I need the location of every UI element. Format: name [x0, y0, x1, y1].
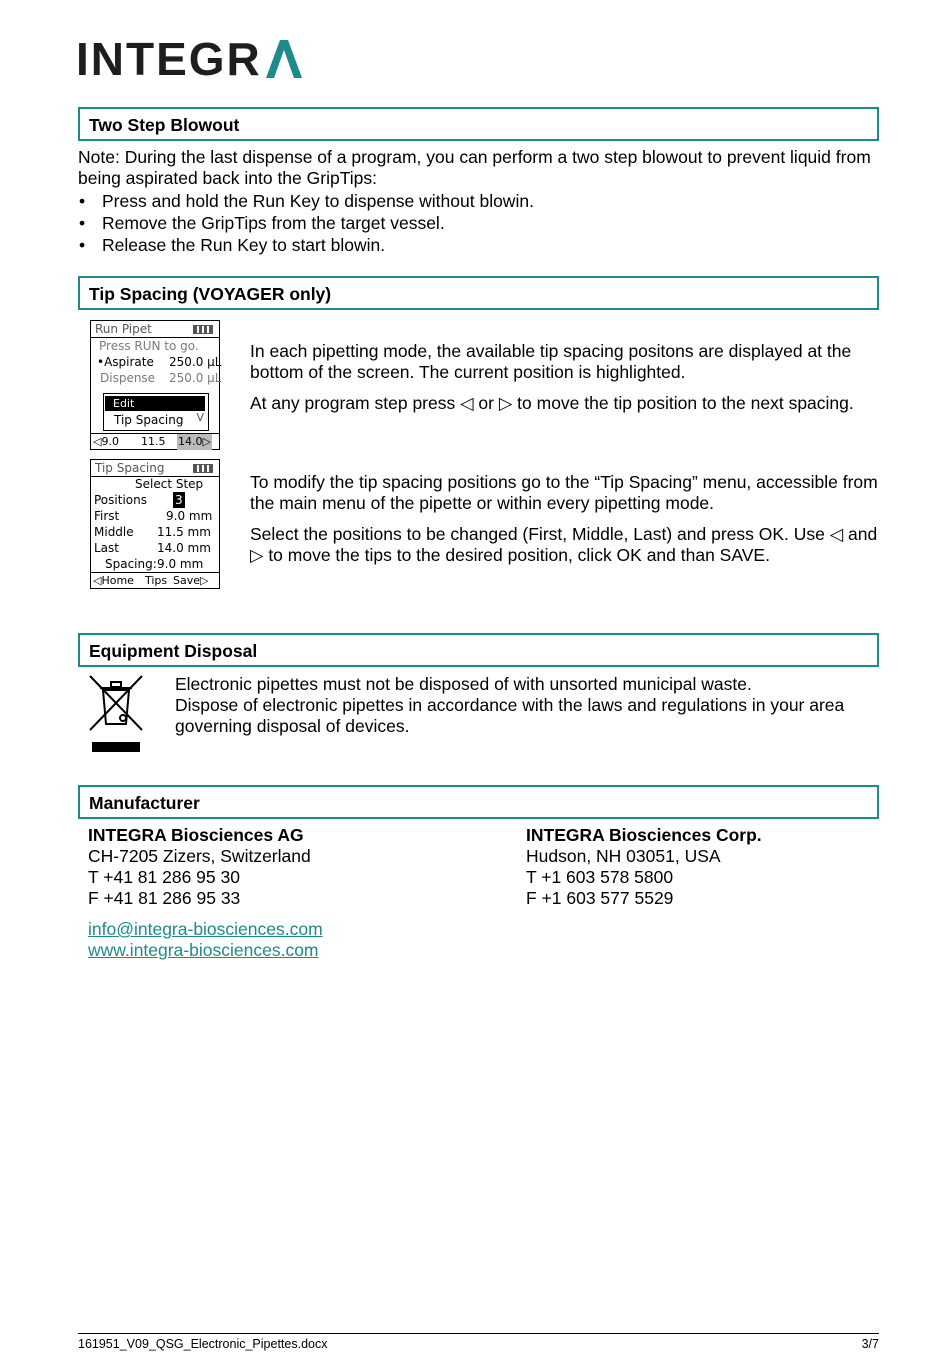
blowout-steps [78, 191, 883, 257]
screen-title: Tip Spacing [91, 460, 219, 477]
tip-position: ◁9.0 [93, 435, 119, 448]
dispense-value: 250.0 µL [169, 371, 222, 385]
blowout-body [78, 147, 883, 257]
section-header-manufacturer [78, 785, 879, 819]
screen-title: Run Pipet [91, 321, 219, 338]
section-title: Equipment Disposal [89, 641, 258, 661]
blowout-note: Note: During the last dispense of a program, you can perform a two step blowout to prevent liquid from being aspirated back into the GripTips: [78, 147, 871, 188]
tip-position: 11.5 [141, 435, 166, 448]
logo-lambda-icon [266, 40, 302, 78]
popup-menu [103, 393, 209, 431]
section-header-blowout [78, 107, 879, 141]
disposal-body [175, 674, 880, 737]
screen-header: Select Step [135, 477, 204, 491]
tip-position-current: 14.0▷ [178, 435, 211, 448]
company-address: CH-7205 Zizers, Switzerland [88, 846, 311, 866]
pipette-screen-run [90, 320, 220, 450]
list-item: • Release the Run Key to start blowin. [78, 235, 883, 257]
first-value: 9.0 mm [166, 509, 213, 523]
company-name: INTEGRA Biosciences AG [88, 825, 304, 845]
dispense-label: Dispense [100, 371, 156, 385]
aspirate-value: 250.0 µL [169, 355, 222, 369]
pipette-screen-tip-spacing [90, 459, 220, 589]
footer-page-number: 3/7 [861, 1337, 879, 1351]
last-label: Last [94, 541, 119, 555]
spacing-label: Spacing: [105, 557, 157, 571]
chevron-down-icon: V [196, 411, 204, 424]
company-phone: T +41 81 286 95 30 [88, 867, 240, 887]
paragraph: In each pipetting mode, the available tip spacing positons are displayed at the bottom of the screen. The current position is highlighted. [250, 341, 852, 382]
manufacturer-ag [88, 825, 488, 961]
section-title: Tip Spacing (VOYAGER only) [89, 284, 332, 304]
middle-row [94, 524, 219, 540]
nav-tips[interactable]: Tips [145, 574, 168, 587]
aspirate-row [97, 354, 222, 370]
menu-item-edit[interactable]: Edit [105, 396, 205, 411]
company-phone: T +1 603 578 5800 [526, 867, 674, 887]
section-header-tip-spacing [78, 276, 879, 310]
section-header-disposal [78, 633, 879, 667]
tip-position-bar [91, 433, 219, 450]
email-link[interactable]: info@integra-biosciences.com [88, 919, 323, 939]
weee-bin-icon [86, 672, 146, 754]
first-label: First [94, 509, 120, 523]
company-fax: F +1 603 577 5529 [526, 888, 674, 908]
section-title: Manufacturer [89, 793, 200, 813]
screen-nav-bar [91, 572, 219, 589]
footer-filename: 161951_V09_QSG_Electronic_Pipettes.docx [78, 1337, 328, 1351]
spacing-row [105, 556, 219, 572]
paragraph: Electronic pipettes must not be disposed of with unsorted municipal waste. [175, 674, 752, 694]
nav-home[interactable]: ◁Home [93, 574, 134, 587]
last-value: 14.0 mm [157, 541, 211, 555]
positions-label: Positions [94, 493, 147, 507]
first-row [94, 508, 219, 524]
company-address: Hudson, NH 03051, USA [526, 846, 721, 866]
paragraph: Select the positions to be changed (First, Middle, Last) and press OK. Use ◁ and ▷ to move the tips to the desired position, click OK and than SAVE. [250, 524, 878, 565]
paragraph: At any program step press ◁ or ▷ to move the tip position to the next spacing. [250, 393, 854, 413]
tip-spacing-text-2 [250, 472, 880, 566]
positions-row [94, 492, 219, 508]
list-item: • Remove the GripTips from the target vessel. [78, 213, 883, 235]
middle-label: Middle [94, 525, 134, 539]
list-item: • Press and hold the Run Key to dispense without blowin. [78, 191, 883, 213]
website-link[interactable]: www.integra-biosciences.com [88, 940, 319, 960]
aspirate-label: •Aspirate [97, 355, 154, 369]
manufacturer-corp [526, 825, 876, 909]
dispense-row [100, 370, 222, 386]
paragraph: To modify the tip spacing positions go to the “Tip Spacing” menu, accessible from the main menu of the pipette or within every pipetting mode. [250, 472, 878, 513]
battery-icon [193, 464, 213, 473]
integra-logo [76, 33, 302, 85]
positions-value[interactable]: 3 [175, 493, 183, 507]
logo-text: INTEGR [76, 33, 262, 85]
spacing-value: 9.0 mm [157, 557, 204, 571]
tip-spacing-text-1 [250, 341, 880, 414]
middle-value: 11.5 mm [157, 525, 211, 539]
company-fax: F +41 81 286 95 33 [88, 888, 241, 908]
footer-divider [78, 1333, 879, 1334]
battery-icon [193, 325, 213, 334]
last-row [94, 540, 219, 556]
nav-save[interactable]: Save▷ [173, 574, 209, 587]
section-title: Two Step Blowout [89, 115, 240, 135]
company-name: INTEGRA Biosciences Corp. [526, 825, 762, 845]
screen-line: Press RUN to go. [99, 339, 199, 353]
menu-item-tip-spacing[interactable]: Tip Spacing [114, 413, 184, 427]
paragraph: Dispose of electronic pipettes in accordance with the laws and regulations in your area governing disposal of devices. [175, 695, 845, 736]
